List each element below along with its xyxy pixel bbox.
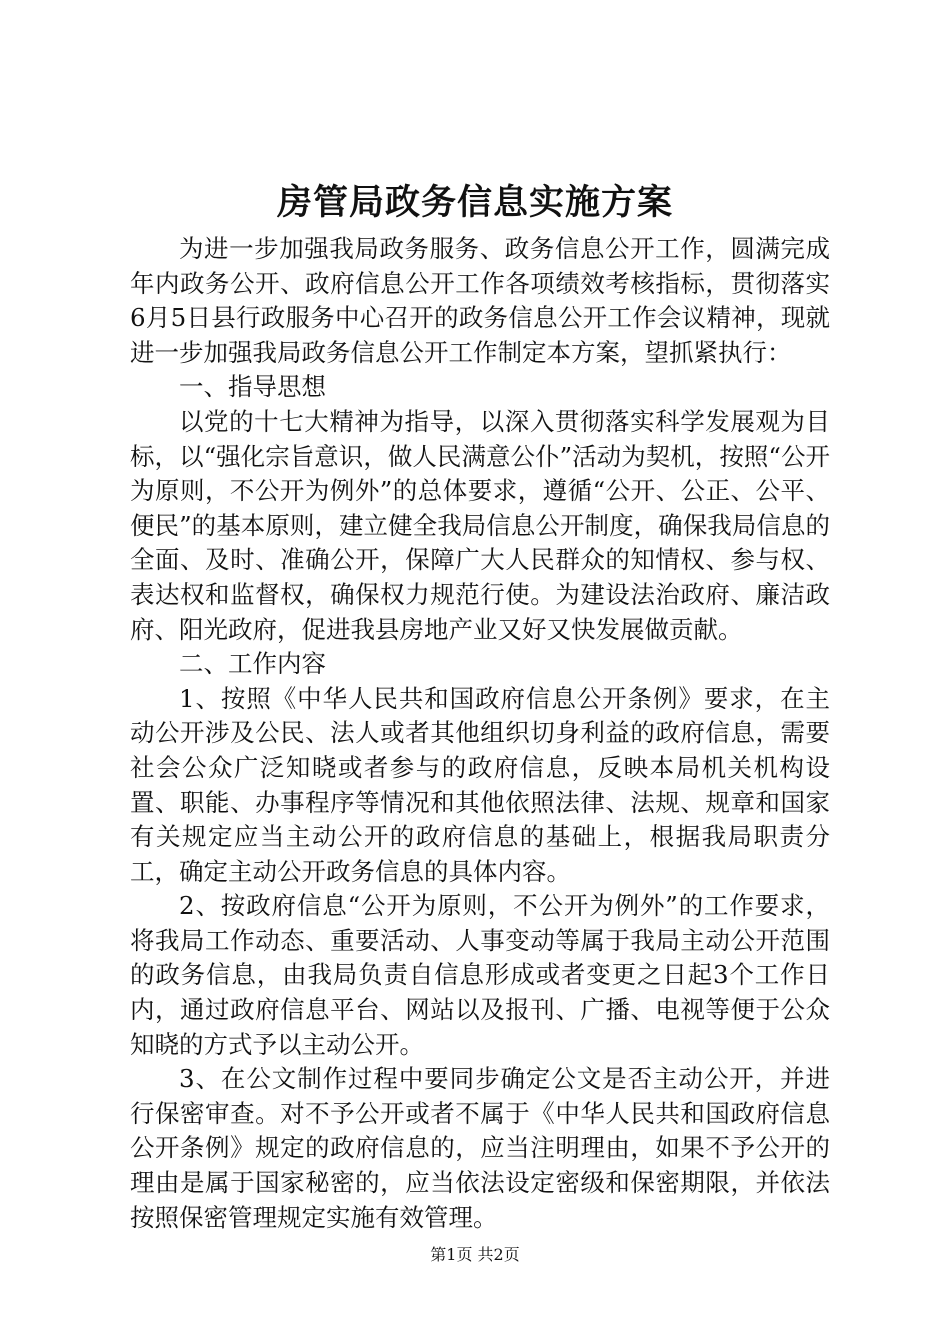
page-number-footer: 第1页 共2页 [430,1245,520,1264]
document-title: 房管局政务信息实施方案 [276,182,673,223]
intro-paragraph: 为进一步加强我局政务服务、政务信息公开工作，圆满完成年内政务公开、政府信息公开工作各项绩效考核指标，贯彻落实6月5日县行政服务中心召开的政务信息公开工作会议精神，现就进一步加强我局政务信息公开工作制定本方案，望抓紧执行： [130,234,830,367]
work-item-3-paragraph: 3、在公文制作过程中要同步确定公文是否主动公开，并进行保密审查。对不予公开或者不属于《中华人民共和国政府信息公开条例》规定的政府信息的，应当注明理由，如果不予公开的理由是属于国家秘密的，应当依法设定密级和保密期限，并依法按照保密管理规定实施有效管理。 [130,1064,830,1232]
work-item-2-paragraph: 2、按政府信息“公开为原则，不公开为例外”的工作要求，将我局工作动态、重要活动、人事变动等属于我局主动公开范围的政务信息，由我局负责自信息形成或者变更之日起3个工作日内，通过政府信息平台、网站以及报刊、广播、电视等便于公众知晓的方式予以主动公开。 [130,891,830,1059]
section-heading-guiding-ideology: 一、指导思想 [179,372,326,402]
section-heading-work-content: 二、工作内容 [179,649,326,679]
guiding-ideology-paragraph: 以党的十七大精神为指导，以深入贯彻落实科学发展观为目标，以“强化宗旨意识，做人民满意公仆”活动为契机，按照“公开为原则，不公开为例外”的总体要求，遵循“公开、公正、公平、便民”的基本原则，建立健全我局信息公开制度，确保我局信息的全面、及时、准确公开，保障广大人民群众的知情权、参与权、表达权和监督权，确保权力规范行使。为建设法治政府、廉洁政府、阳光政府，促进我县房地产业又好又快发展做贡献。 [130,406,830,644]
document-body [130,232,830,1235]
work-item-1-paragraph: 1、按照《中华人民共和国政府信息公开条例》要求，在主动公开涉及公民、法人或者其他组织切身利益的政府信息，需要社会公众广泛知晓或者参与的政府信息，反映本局机关机构设置、职能、办事程序等情况和其他依照法律、法规、规章和国家有关规定应当主动公开的政府信息的基础上，根据我局职责分工，确定主动公开政务信息的具体内容。 [130,683,830,886]
